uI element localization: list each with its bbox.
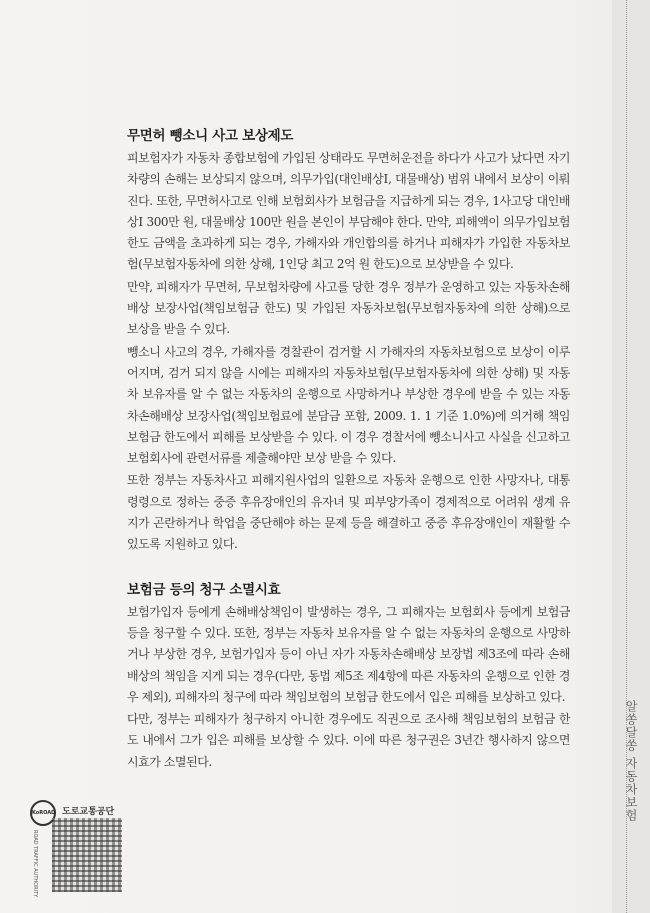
article-content xyxy=(127,124,570,774)
paragraph: 피보험자가 자동차 종합보험에 가입된 상태라도 무면허운전을 하다가 사고가 났다면 자기차량의 손해는 보상되지 않으며, 의무가입(대인배상Ⅰ, 대물배상) 범위 내에서 보상이 이뤄진다. 또한, 무면허사고로 인해 보험회사가 보험금을 지급하게 되는 경우, 1사고당 대인배상Ⅰ 300만 원, 대물배상 100만 원을 본인이 부담해야 한다. 만약, 피해액이 의무가입보험 한도 금액을 초과하게 되는 경우, 가해자와 개인합의를 하거나 피해자가 가입한 자동차보험(무보험자동차에 의한 상해, 1인당 최고 2억 원 한도)으로 보상받을 수 있다. xyxy=(127,151,570,272)
side-title: 알쏭달쏭 자동차보험 xyxy=(624,700,638,822)
paragraph: 또한 정부는 자동차사고 피해지원사업의 일환으로 자동차 운행으로 인한 사망자나, 대통령령으로 정하는 중증 후유장애인의 유자녀 및 피부양가족이 경제적으로 어려워 생계 유지가 곤란하거나 학업을 중단해야 하는 문제 등을 해결하고 중증 후유장애인이 재활할 수 있도록 지원하고 있다. xyxy=(127,473,570,552)
section-heading-unlicensed-hit-and-run: 무면허 뺑소니 사고 보상제도 xyxy=(127,128,294,144)
koroad-logo-icon: KoROAD xyxy=(30,800,56,826)
qr-code-icon xyxy=(52,818,122,892)
paragraph: 다만, 정부는 피해자가 청구하지 아니한 경우에도 직권으로 조사해 책임보험의 보험금 한도 내에서 그가 입은 피해를 보상할 수 있다. 이에 따른 청구권은 3년간 행사하지 않으면 시효가 소멸된다. xyxy=(127,712,570,769)
publisher-logo xyxy=(30,800,140,900)
publisher-name: 도로교통공단 xyxy=(62,807,115,817)
paragraph: 보험가입자 등에게 손해배상책임이 발생하는 경우, 그 피해자는 보험회사 등에게 보험금 등을 청구할 수 있다. 또한, 정부는 자동차 보유자를 알 수 없는 자동차의 운행으로 사망하거나 부상한 경우, 보험가입자 등이 아닌 자가 자동차손해배상 보장법 제3조에 따라 손해배상의 책임을 지게 되는 경우(다만, 동법 제5조 제4항에 따른 자동차의 운행으로 인한 경우 제외), 피해자의 청구에 따라 책임보험의 보험금 한도에서 입은 피해를 보상하고 있다. xyxy=(127,604,570,704)
section-heading-claim-limitation: 보험금 등의 청구 소멸시효 xyxy=(127,581,281,598)
paragraph: 만약, 피해자가 무면허, 무보험차량에 사고를 당한 경우 정부가 운영하고 있는 자동차손해배상 보장사업(책임보험금 한도) 및 가입된 자동차보험(무보험자동차에 의한 상해)으로 보상을 받을 수 있다. xyxy=(127,279,570,337)
publisher-vertical-text: ROAD TRAFFIC AUTHORITY xyxy=(32,830,38,898)
paragraph: 뺑소니 사고의 경우, 가해자를 경찰관이 검거할 시 가해자의 자동차보험으로 보상이 이루어지며, 검거 되지 않을 시에는 피해자의 자동차보험(무보험자동차에 의한 상해) 및 자동차 보유자를 알 수 없는 자동차의 운행으로 사망하거나 부상한 경우에 받을 수 있는 자동차손해배상 보장사업(책임보험료에 분담금 포함, 2009. 1. 1 기준 1.0%)에 의거해 책임보험금 한도에서 피해를 보상받을 수 있다. 이 경우 경찰서에 뺑소니사고 사실을 신고하고 보험회사에 관련서류를 제출해야만 보상 받을 수 있다. xyxy=(127,344,570,466)
